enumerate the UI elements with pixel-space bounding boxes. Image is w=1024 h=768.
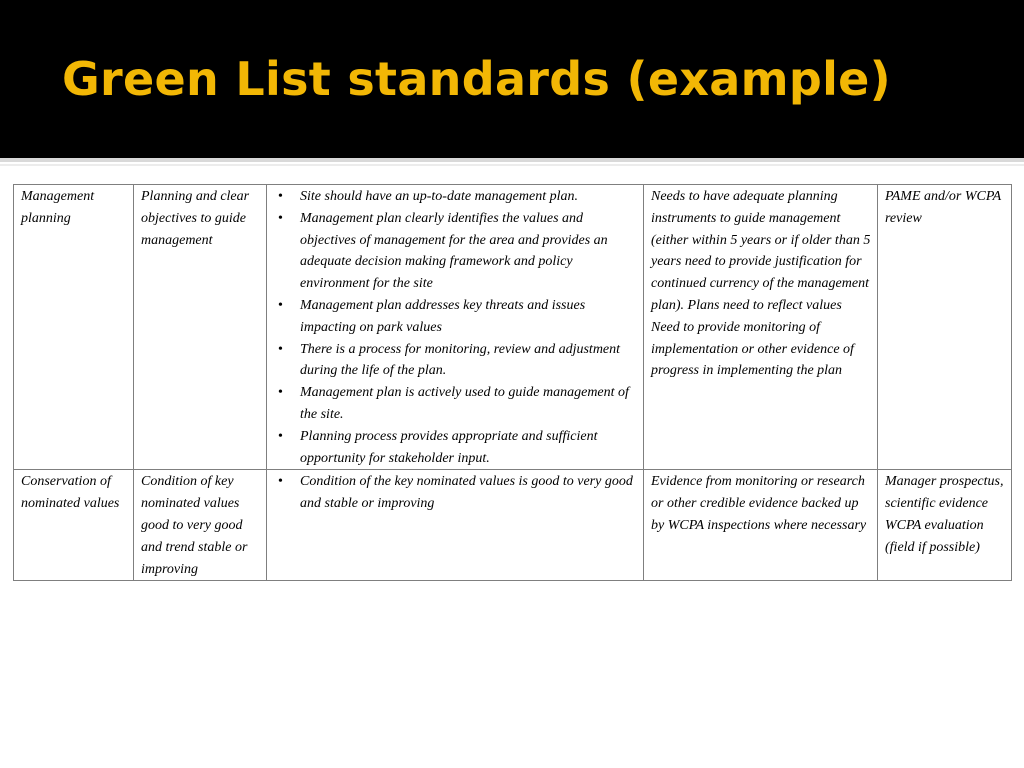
criterion-cell: Planning and clear objectives to guide management <box>134 185 267 470</box>
verification-text: Manager prospectus, scientific evidence <box>885 474 1004 512</box>
indicator-item <box>274 471 637 515</box>
verification-cell <box>878 470 1012 581</box>
indicator-text: Planning process provides appropriate and sufficient opportunity for stakeholder input. <box>300 428 598 466</box>
indicator-text: Site should have an up-to-date management plan. <box>300 189 579 204</box>
criterion-cell: Condition of key nominated values good to very good and trend stable or improving <box>134 470 267 581</box>
indicator-item <box>274 208 637 295</box>
indicator-item <box>274 186 637 208</box>
bullet-icon: • <box>278 341 283 357</box>
indicator-text: Condition of the key nominated values is good to very good and stable or improving <box>300 474 633 512</box>
header-divider-secondary <box>0 164 1024 166</box>
bullet-icon: • <box>278 297 283 313</box>
title-band <box>0 0 1024 158</box>
component-cell: Conservation of nominated values <box>14 470 134 581</box>
indicator-text: Management plan addresses key threats and issues impacting on park values <box>300 297 586 335</box>
bullet-icon: • <box>278 385 283 401</box>
indicator-item <box>274 295 637 339</box>
bullet-icon: • <box>278 428 283 444</box>
component-cell: Management planning <box>14 185 134 470</box>
bullet-icon: • <box>278 189 283 204</box>
verification-cell <box>878 185 1012 470</box>
evidence-cell <box>644 470 878 581</box>
standards-table <box>13 184 1012 581</box>
verification-text: PAME and/or WCPA review <box>885 189 1001 226</box>
indicator-item <box>274 382 637 426</box>
indicator-item <box>274 339 637 383</box>
indicator-text: There is a process for monitoring, review and adjustment during the life of the plan. <box>300 341 621 379</box>
header-divider <box>0 158 1024 162</box>
indicator-list <box>274 186 637 469</box>
verification-text: WCPA evaluation (field if possible) <box>885 517 984 555</box>
evidence-text: Evidence from monitoring or research or other credible evidence backed up by WCPA inspections where necessary <box>651 474 867 533</box>
indicators-cell <box>267 470 644 581</box>
indicator-text: Management plan clearly identifies the values and objectives of management for the area and provides an adequate decision making framework and policy environment for the site <box>300 210 608 292</box>
evidence-text: Needs to have adequate planning instruments to guide management (either within 5 years or if older than 5 years need to provide justification for continued currency of the management plan). Plans need to reflect values <box>651 189 871 313</box>
evidence-text: Need to provide monitoring of implementation or other evidence of progress in implementing the plan <box>651 319 854 379</box>
indicator-item <box>274 426 637 470</box>
table-row <box>14 185 1012 470</box>
indicator-text: Management plan is actively used to guide management of the site. <box>300 385 629 422</box>
slide-title: Green List standards (example) <box>62 52 891 106</box>
bullet-icon: • <box>278 210 283 226</box>
bullet-icon: • <box>278 474 283 490</box>
evidence-cell <box>644 185 878 470</box>
indicator-list <box>274 471 637 515</box>
indicators-cell <box>267 185 644 470</box>
table-row <box>14 470 1012 581</box>
